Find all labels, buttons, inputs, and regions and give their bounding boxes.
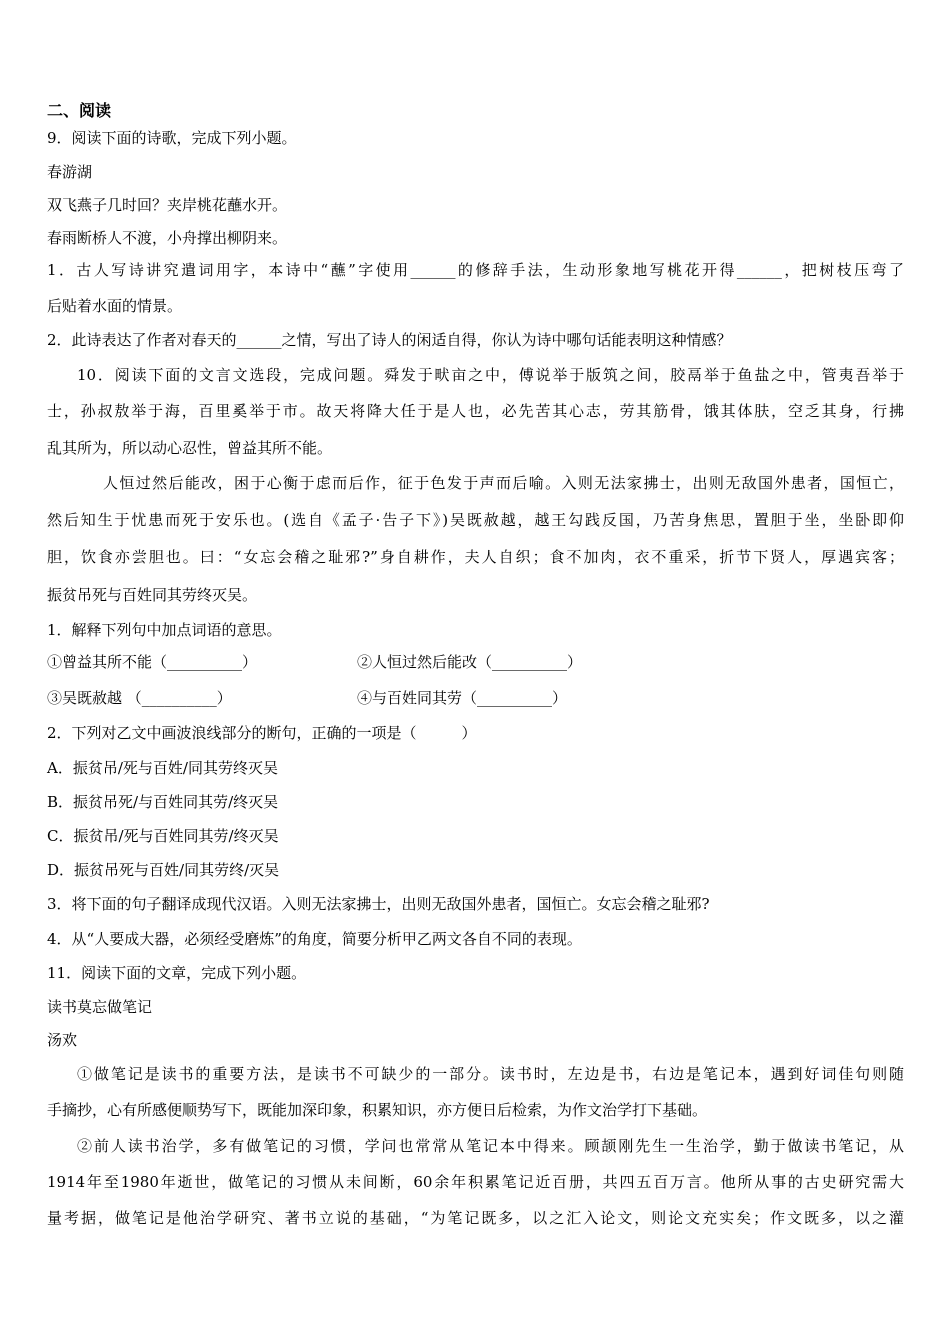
q9-stem: 9．阅读下面的诗歌，完成下列小题。 bbox=[47, 129, 297, 147]
gloss-2: ②人恒过然后能改（__________） bbox=[357, 653, 583, 671]
q10-b-line4: 振贫吊死与百姓同其劳终灭吴。 bbox=[47, 586, 258, 604]
option-d: D．振贫吊死与百姓/同其劳终/灭吴 bbox=[47, 861, 280, 879]
poem-title: 春游湖 bbox=[47, 163, 93, 181]
q10-sub4: 4．从“人要成大器，必须经受磨炼”的角度，简要分析甲乙两文各自不同的表现。 bbox=[47, 930, 582, 948]
q10-sub3: 3．将下面的句子翻译成现代汉语。入则无法家拂士，出则无敌国外患者，国恒亡。女忘会稽之耻邪? bbox=[47, 895, 710, 913]
q10-b-line2: 然后知生于忧患而死于安乐也。(选自《孟子·告子下》)吴既赦越，越王勾践反国，乃苦身焦思，置胆于坐，坐卧即仰 bbox=[47, 511, 904, 529]
article-author: 汤欢 bbox=[47, 1031, 78, 1049]
q11-stem: 11．阅读下面的文章，完成下列小题。 bbox=[47, 964, 307, 982]
q10-sub1: 1．解释下列句中加点词语的意思。 bbox=[47, 621, 282, 639]
q10-sub2: 2．下列对乙文中画波浪线部分的断句，正确的一项是（ ） bbox=[47, 724, 477, 742]
p2-line2: 1914年至1980年逝世，做笔记的习惯从未间断，60余年积累笔记近百册，共四五百万言。他所从事的古史研究需大 bbox=[47, 1173, 904, 1191]
gloss-1: ①曾益其所不能（__________） bbox=[47, 653, 258, 671]
q10-stem-line2: 士，孙叔敖举于海，百里奚举于市。故天将降大任于是人也，必先苦其心志，劳其筋骨，饿其体肤，空乏其身，行拂 bbox=[47, 402, 904, 420]
q10-stem-line1: 10．阅读下面的文言文选段，完成问题。舜发于畎亩之中，傅说举于版筑之间，胶鬲举于鱼盐之中，管夷吾举于 bbox=[77, 366, 904, 384]
p2-line1: ②前人读书治学，多有做笔记的习惯，学问也常常从笔记本中得来。顾颉刚先生一生治学，勤于做读书笔记，从 bbox=[77, 1137, 904, 1155]
p1-line2: 手摘抄，心有所感便顺势写下，既能加深印象，积累知识，亦方便日后检索，为作文治学打下基础。 bbox=[47, 1101, 708, 1119]
option-b: B．振贫吊死/与百姓同其劳/终灭吴 bbox=[47, 793, 279, 811]
poem-line-2: 春雨断桥人不渡，小舟撑出柳阴来。 bbox=[47, 229, 288, 247]
q9-sub2: 2．此诗表达了作者对春天的______之情，写出了诗人的闲适自得，你认为诗中哪句话能表明这种情感？ bbox=[47, 331, 732, 349]
q9-sub1-line2: 后贴着水面的情景。 bbox=[47, 297, 183, 315]
q10-stem-line3: 乱其所为，所以动心忍性，曾益其所不能。 bbox=[47, 439, 333, 457]
section-title: 二、阅读 bbox=[47, 101, 112, 120]
article-title: 读书莫忘做笔记 bbox=[47, 998, 153, 1016]
option-a: A．振贫吊/死与百姓/同其劳终灭吴 bbox=[47, 759, 278, 777]
p2-line3: 量考据，做笔记是他治学研究、著书立说的基础，“为笔记既多，以之汇入论文，则论文充实矣；作文既多，以之灌 bbox=[47, 1209, 904, 1227]
gloss-3: ③吴既赦越 （__________） bbox=[47, 689, 232, 707]
q10-b-line3: 胆，饮食亦尝胆也。曰：“女忘会稽之耻邪?”身自耕作，夫人自织；食不加肉，衣不重采，折节下贤人，厚遇宾客； bbox=[47, 548, 904, 566]
gloss-4: ④与百姓同其劳（__________） bbox=[357, 689, 568, 707]
q9-sub1-line1: 1．古人写诗讲究遣词用字，本诗中“蘸”字使用______的修辞手法，生动形象地写桃花开得______，把树枝压弯了 bbox=[47, 261, 904, 279]
poem-line-1: 双飞燕子几时回？夹岸桃花蘸水开。 bbox=[47, 196, 288, 214]
p1-line1: ①做笔记是读书的重要方法，是读书不可缺少的一部分。读书时，左边是书，右边是笔记本，遇到好词佳句则随 bbox=[77, 1065, 904, 1083]
q10-b-line1: 人恒过然后能改，困于心衡于虑而后作，征于色发于声而后喻。入则无法家拂士，出则无敌国外患者，国恒亡， bbox=[103, 474, 904, 492]
option-c: C．振贫吊/死与百姓同其劳/终灭吴 bbox=[47, 827, 279, 845]
